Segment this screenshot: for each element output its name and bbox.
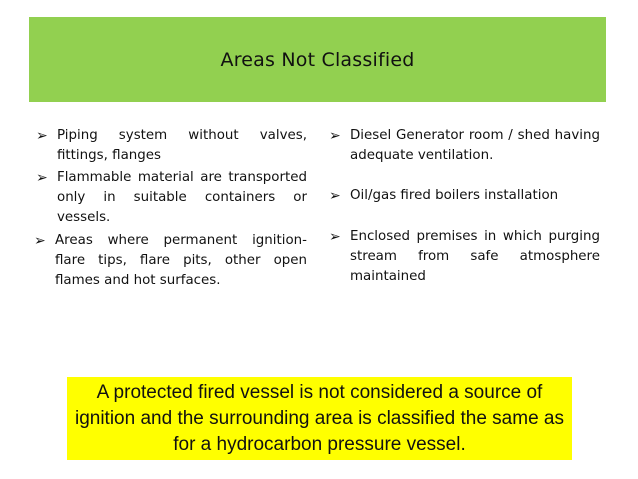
bullet-text: Oil/gas fired boilers installation [350, 188, 559, 203]
bullet-text: Areas where permanent ignition- flare tips, flare pits, other open flames and hot surfaces. [55, 233, 307, 288]
list-item [329, 186, 600, 206]
right-bullet-list [329, 126, 600, 287]
arrow-bullet-icon: ➢ [36, 128, 48, 144]
arrow-bullet-icon: ➢ [329, 128, 341, 144]
bullet-text: Piping system without valves, fittings, flanges [57, 128, 307, 163]
list-item [36, 168, 307, 228]
highlight-note-box [67, 377, 572, 460]
list-item [34, 231, 307, 291]
arrow-bullet-icon: ➢ [36, 170, 48, 186]
arrow-bullet-icon: ➢ [329, 188, 341, 204]
arrow-bullet-icon: ➢ [329, 229, 341, 245]
list-item [329, 227, 600, 287]
list-item [36, 126, 307, 166]
left-bullet-list [36, 126, 307, 291]
note-text: A protected fired vessel is not considered a source of ignition and the surrounding area is classified the same as for a hydrocarbon pressure vessel. [74, 381, 564, 455]
bullet-text: Diesel Generator room / shed having adequate ventilation. [350, 128, 600, 163]
list-item [329, 126, 600, 166]
bullet-text: Flammable material are transported only in suitable containers or vessels. [57, 170, 307, 225]
slide-title: Areas Not Classified [220, 48, 415, 71]
title-banner [29, 17, 606, 102]
arrow-bullet-icon: ➢ [34, 233, 46, 249]
bullet-text: Enclosed premises in which purging stream from safe atmosphere maintained [350, 229, 600, 284]
